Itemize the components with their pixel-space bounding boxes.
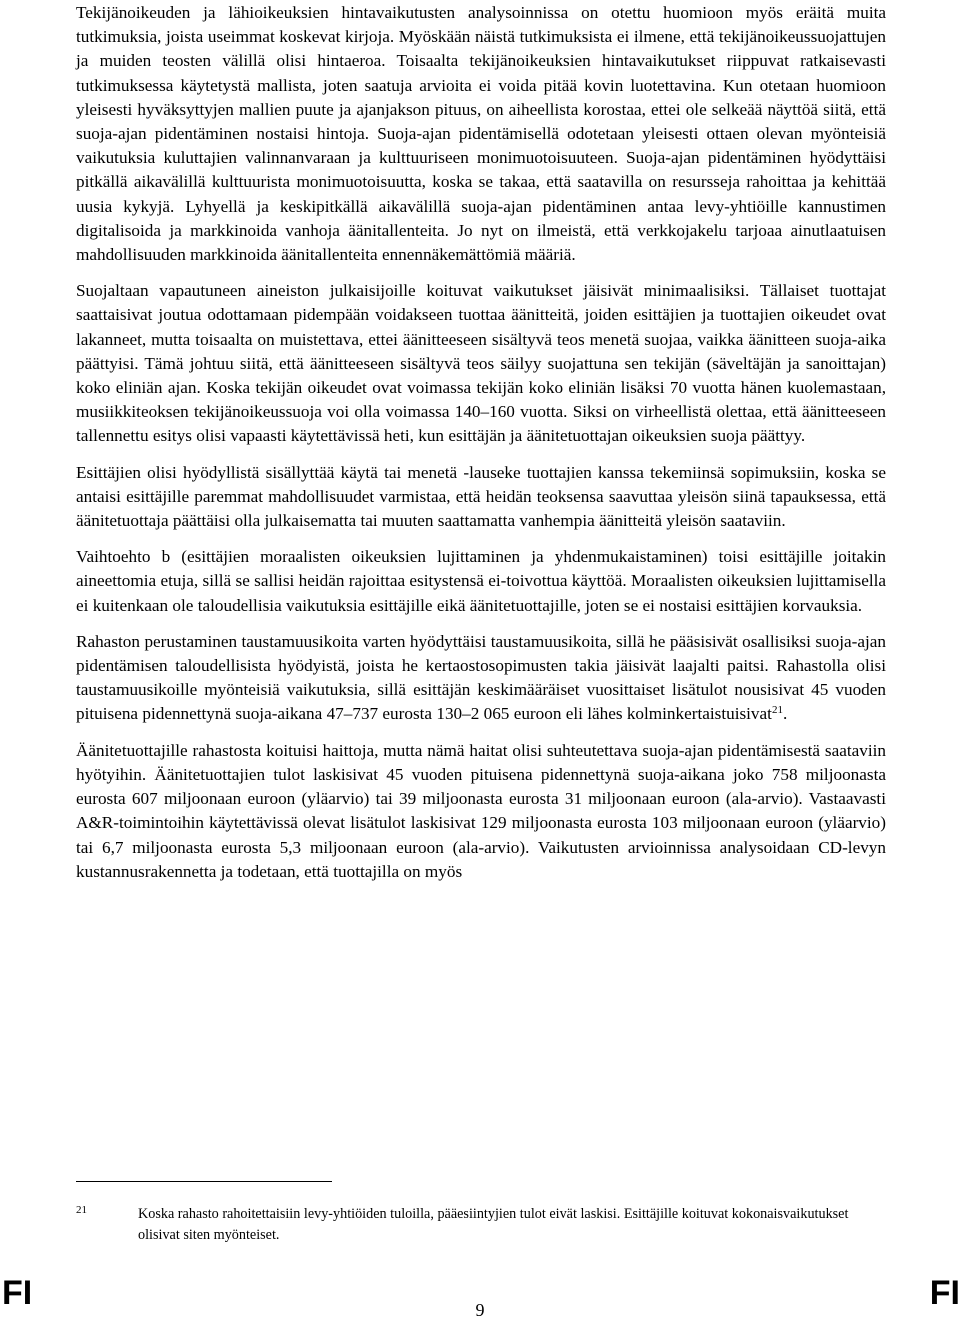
paragraph-text: Rahaston perustaminen taustamuusikoita varten hyödyttäisi taustamuusikoita, sillä he pääsisivät osallisiksi suoja-ajan pidentämisen taloudellisista hyödyistä, joista he kertaostosopimusten takia jäisivät laajalti paitsi. Rahastolla olisi taustamuusikoille myönteisiä vaikutuksia, sillä esittäjän keskimääräiset vuosittaiset lisätulot nousisivat 45 vuoden pituisena pidennettynä suoja-aikana 47–737 eurosta 130–2 065 euroon eli lähes kolminkertaistuisivat xyxy=(76,631,886,724)
paragraph-tail: . xyxy=(782,704,788,724)
paragraph-text: Suojaltaan vapautuneen aineiston julkaisijoille koituvat vaikutukset jäisivät minimaalisiksi. Tällaiset tuottajat saattaisivat joutua odottamaan pidempään voidakseen tuottaa äänitteitä, joiden esittäjien ja tuottajien oikeudet ovat lakanneet, mutta toisaalta on muistettava, ettei äänitteeseen sisältyvä teos menetä suojaa, vaikka äänitteen suoja-aika päättyisi. Tämä johtuu siitä, että äänitteeseen sisältyvä teos säilyy suojattuna sen tekijän (säveltäjän ja sanoittajan) koko eliniän ajan. Koska tekijän oikeudet ovat voimassa tekijän koko eliniän lisäksi 70 vuotta hänen kuolemastaan, musiikkiteoksen tekijänoikeussuoja voi olla voimassa 140–160 vuotta. Siksi on virheellistä olettaa, että äänitteeseen tallennettu esitys olisi vapaasti käytettävissä heti, kun esittäjän ja äänitetuottajan oikeuksien suoja päättyy. xyxy=(76,281,886,446)
footnote-reference[interactable]: 21 xyxy=(771,704,783,717)
footnote-number: 21 xyxy=(76,1204,87,1216)
paragraph-copyright-price-effects xyxy=(76,0,886,267)
paragraph-text: Tekijänoikeuden ja lähioikeuksien hintavaikutusten analysoinnissa on otettu huomioon myös eräitä muita tutkimuksia, joista useimmat koskevat kirjoja. Myöskään näistä tutkimuksista ei ilmene, että tekijänoikeussuojattujen ja muiden teosten välillä olisi hintaeroa. Toisaalta tekijänoikeuksien hintavaikutukset riippuvat ratkaisevasti tutkimuksessa käytetystä mallista, joten saatuja arvioita ei voida pitää kovin luotettavina. Kun otetaan huomioon yleisesti hyväksyttyjen mallien puute ja ajanjakson pituus, on aiheellista korostaa, ettei ole selkeää näyttöä siitä, että suoja-ajan pidentäminen nostaisi hintoja. xyxy=(76,3,886,144)
paragraph-producers-impact xyxy=(76,739,886,884)
footnote xyxy=(76,1204,886,1246)
paragraph-text: Äänitetuottajille rahastosta koituisi haittoja, mutta nämä haitat olisi suhteutettava suoja-ajan pidentämisestä saataviin hyötyihin. Äänitetuottajien tulot laskisivat 45 vuoden pituisena pidennettynä suoja-aikana joko 758 miljoonasta eurosta 607 miljoonaan euroon (yläarvio) tai 39 miljoonasta eurosta 31 miljoonaan euroon (ala-arvio). Vastaavasti A&R-toimintoihin käytettävissä olevat lisätulot laskisivat 129 miljoonasta eurosta 103 miljoonaan euroon (yläarvio) tai 6,7 miljoonasta eurosta 5,3 miljoonaan euroon (ala-arvio). Vaikutusten arvioinnissa analysoidaan CD-levyn kustannusrakennetta ja todetaan, että tuottajilla on myös xyxy=(76,740,886,881)
footer-language-left: FI xyxy=(2,1274,33,1312)
paragraph-publishers-impact xyxy=(76,279,886,448)
paragraph-text: Esittäjien olisi hyödyllistä sisällyttää käytä tai menetä -lauseke tuottajien kanssa tekemiinsä sopimuksiin, koska se antaisi esittäjille paremmat mahdollisuudet varmistaa, että heidän teoksensa saavuttaa yleisön siinä tapauksessa, että äänitetuottaja päättäisi olla julkaisematta tai muuten saattamatta vanhempia äänitteitä yleisön saataviin. xyxy=(76,462,886,531)
footnote-separator xyxy=(76,1181,332,1182)
paragraph-option-b xyxy=(76,545,886,618)
paragraph-fund-session-musicians xyxy=(76,630,886,727)
document-body xyxy=(76,0,886,884)
footer-language-right: FI xyxy=(929,1274,960,1312)
paragraph-text-continued: Suoja-ajan pidentämisellä odotetaan yleisesti ottaen olevan myönteisiä vaikutuksia kuluttajien valinnanvaraan ja kulttuuriseen monimuotoisuuteen. Suoja-ajan pidentäminen hyödyttäisi pitkällä aikavälillä kulttuurista monimuotoisuutta, koska se takaa, että saatavilla on resursseja rahoittaa ja kehittää uusia kykyjä. Lyhyellä ja keskipitkällä aikavälillä suoja-ajan pidentäminen antaa levy-yhtiöille kannustimen digitalisoida ja markkinoida vanhoja äänitallenteita. Jo nyt on ilmeistä, että verkkojakelu tarjoaa ainutlaatuisen mahdollisuuden markkinoida äänitallenteita ennennäkemättömiä määriä. xyxy=(76,124,886,265)
paragraph-use-it-or-lose-it xyxy=(76,461,886,534)
footnote-text: Koska rahasto rahoitettaisiin levy-yhtiöiden tuloilla, pääesiintyjien tulot eivät laskisi. Esittäjille koituvat kokonaisvaikutukset olisivat siten myönteiset. xyxy=(138,1206,849,1243)
page-number: 9 xyxy=(475,1300,485,1320)
paragraph-text: Vaihtoehto b (esittäjien moraalisten oikeuksien lujittaminen ja yhdenmukaistaminen) toisi esittäjille joitakin aineettomia etuja, sillä se sallisi heidän rajoittaa esitystensä ei-toivottua käyttöä. Moraalisten oikeuksien lujittamisella ei kuitenkaan ole taloudellisia vaikutuksia esittäjille eikä äänitetuottajille, joten se ei nostaisi esittäjien korvauksia. xyxy=(76,547,886,615)
